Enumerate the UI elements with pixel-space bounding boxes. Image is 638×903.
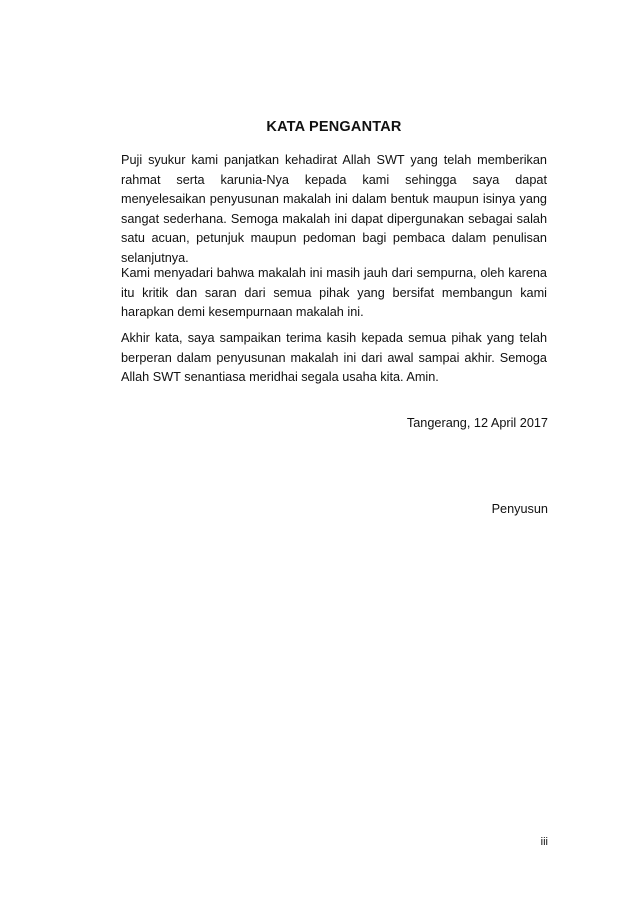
paragraph-closing: Akhir kata, saya sampaikan terima kasih kepada semua pihak yang telah berperan dalam penyusunan makalah ini dari awal sampai akhir. Semoga Allah SWT senantiasa meridhai segala usaha kita. Amin. [121, 331, 547, 384]
author-signature: Penyusun [491, 502, 548, 516]
place-date: Tangerang, 12 April 2017 [406, 416, 548, 430]
page-number: iii [540, 836, 548, 848]
paragraph-opening: Puji syukur kami panjatkan kehadirat Allah SWT yang telah memberikan rahmat serta karunia-Nya kepada kami sehingga saya dapat menyelesaikan penyusunan makalah ini dalam bentuk maupun isinya yang sangat sederhana. Semoga makalah ini dapat dipergunakan sebagai salah satu acuan, petunjuk maupun pedoman bagi pembaca dalam penulisan selanjutnya. [121, 153, 547, 265]
page-title: KATA PENGANTAR [266, 119, 402, 135]
paragraph-acknowledgement: Kami menyadari bahwa makalah ini masih jauh dari sempurna, oleh karena itu kritik dan saran dari semua pihak yang bersifat membangun kami harapkan demi kesempurnaan makalah ini. [121, 266, 547, 319]
